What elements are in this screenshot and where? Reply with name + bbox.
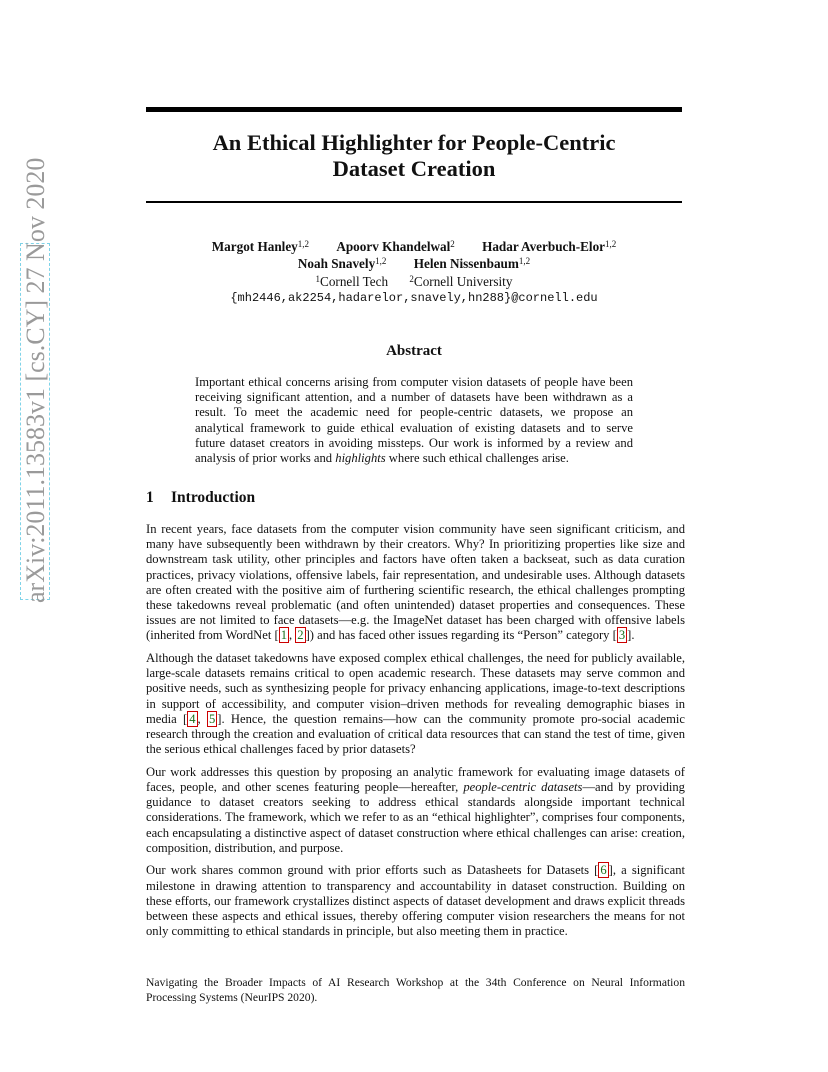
author [212, 238, 309, 255]
author-name: Apoorv Khandelwal [336, 239, 451, 254]
paragraph-text: ], a significant milestone in drawing attention to transparency and accountability in dataset construction. Building on these efforts, our framework crystallizes distinct aspects of dataset development and draws explicit threads between these aspects and ethical issues, thereby offering computer vision researchers the means for not only committing to ethical standards in principle, but also meeting them in practice. [146, 863, 685, 939]
paragraph [146, 522, 685, 644]
author [414, 255, 530, 272]
paragraph [146, 863, 685, 939]
paragraph-emphasis: people-centric datasets [463, 780, 583, 795]
citation-link[interactable]: 5 [208, 711, 216, 726]
paragraph [146, 651, 685, 757]
citation-link[interactable]: 4 [189, 711, 196, 726]
section-number: 1 [146, 489, 154, 506]
citation-link[interactable]: 3 [618, 628, 626, 643]
abstract-text: Important ethical concerns arising from computer vision datasets of people have been receiving significant attention, and a number of datasets have been withdrawn as a result. To meet the academic need for people-centric datasets, we propose an analytical framework to guide ethical evaluation of existing datasets and to serve future dataset creators in avoiding missteps. Our work is informed by a review and analysis of prior works and [195, 375, 633, 466]
author [336, 238, 454, 255]
paper-title [146, 130, 682, 182]
section-title: Introduction [171, 489, 256, 506]
paragraph [146, 765, 685, 856]
author-row [146, 255, 682, 272]
paragraph-text: Although the dataset takedowns have exposed complex ethical challenges, the need for publicly available, large-scale datasets remains critical to open academic research. These datasets may serve common and positive needs, such as synthesizing people for privacy enhancing applications, image-to-text descriptions in support of accessibility, and computer vision–driven methods for revealing demographic biases in media [ [146, 651, 685, 726]
author-emails: {mh2446,ak2254,hadarelor,snavely,hn288}@cornell.edu [230, 291, 598, 305]
body-text [146, 522, 685, 947]
author-name: Noah Snavely [297, 256, 376, 271]
citation-link[interactable]: 2 [297, 628, 304, 643]
paragraph-text: , [289, 628, 296, 643]
author-affiliation-mark: 1,2 [605, 239, 617, 249]
author-affiliation-mark: 1,2 [297, 239, 310, 249]
author-affiliation-mark: 1,2 [375, 256, 387, 266]
affiliation [409, 273, 512, 290]
paragraph-text: —and by providing guidance to dataset creators seeking to address ethical standards alongside important technical considerations. The framework, which we refer to as an “ethical highlighter”, comprises four components, each encapsulating a distinctive aspect of dataset construction where ethical challenges can arise: creation, composition, distribution, and purpose. [146, 780, 685, 855]
citation-link[interactable]: 1 [280, 628, 287, 643]
footnote: Navigating the Broader Impacts of AI Research Workshop at the 34th Conference on Neural Information Processing Systems (NeurIPS 2020). [146, 976, 685, 1004]
section-heading [146, 489, 255, 507]
paragraph-text: Our work shares common ground with prior efforts such as Datasheets for Datasets [ [146, 863, 599, 878]
author-affiliation-mark: 1,2 [518, 256, 531, 266]
author-name: Hadar Averbuch-Elor [482, 239, 606, 254]
affiliation-number: 1 [315, 274, 321, 284]
affiliation [316, 273, 389, 290]
paragraph-text: In recent years, face datasets from the computer vision community have seen significant criticism, and many have subsequently been withdrawn by their creators. Why? In prioritizing properties like size and downstream task utility, other principles and factors have often taken a backseat, such as data curation practices, privacy violations, offensive labels, fair representation, and undesirable uses. Although datasets are often created with the positive aim of furthering scientific research, the ethical challenges prompting these takedowns reveal problematic (and often unintended) dataset properties and consequences. These issues are not limited to face datasets—e.g. the ImageNet dataset has been charged with offensive labels (inherited from WordNet [ [146, 522, 685, 643]
author-row [146, 238, 682, 255]
affiliation-name: Cornell University [413, 274, 513, 289]
author-list [146, 238, 682, 272]
citation-link[interactable]: 6 [600, 863, 607, 878]
paragraph-text: Our work addresses this question by proposing an analytic framework for evaluating image datasets of faces, people, and other scenes featuring people—hereafter, [146, 764, 685, 795]
abstract-body [195, 375, 633, 466]
author-name: Margot Hanley [211, 239, 298, 254]
author-affiliation-mark: 2 [450, 239, 455, 249]
title-bottom-rule [146, 201, 682, 203]
affiliation-name: Cornell Tech [320, 274, 389, 289]
abstract-heading: Abstract [386, 343, 442, 359]
paragraph-text: ]. Hence, the question remains—how can the community promote pro-social academic research through the creation and evaluation of critical data resources that can stand the test of time, given the serious ethical challenges faced by prior datasets? [146, 711, 685, 757]
arxiv-stamp[interactable] [20, 157, 52, 603]
affiliations [146, 273, 682, 290]
title-line-2: Dataset Creation [332, 156, 496, 181]
abstract-text: where such ethical challenges arise. [385, 451, 569, 466]
title-line-1: An Ethical Highlighter for People-Centric [212, 130, 616, 155]
arxiv-stamp-text: arXiv:2011.13583v1 [cs.CY] 27 Nov 2020 [21, 157, 50, 603]
paragraph-text: , [197, 711, 207, 726]
paragraph-text: ]) and has faced other issues regarding its “Person” category [ [305, 628, 617, 643]
author [482, 238, 616, 255]
paragraph-text: ]. [627, 628, 635, 643]
title-top-rule [146, 107, 682, 112]
author [298, 255, 387, 272]
affiliation-number: 2 [409, 274, 414, 284]
abstract-emphasis: highlights [335, 451, 386, 466]
author-name: Helen Nissenbaum [413, 256, 519, 271]
